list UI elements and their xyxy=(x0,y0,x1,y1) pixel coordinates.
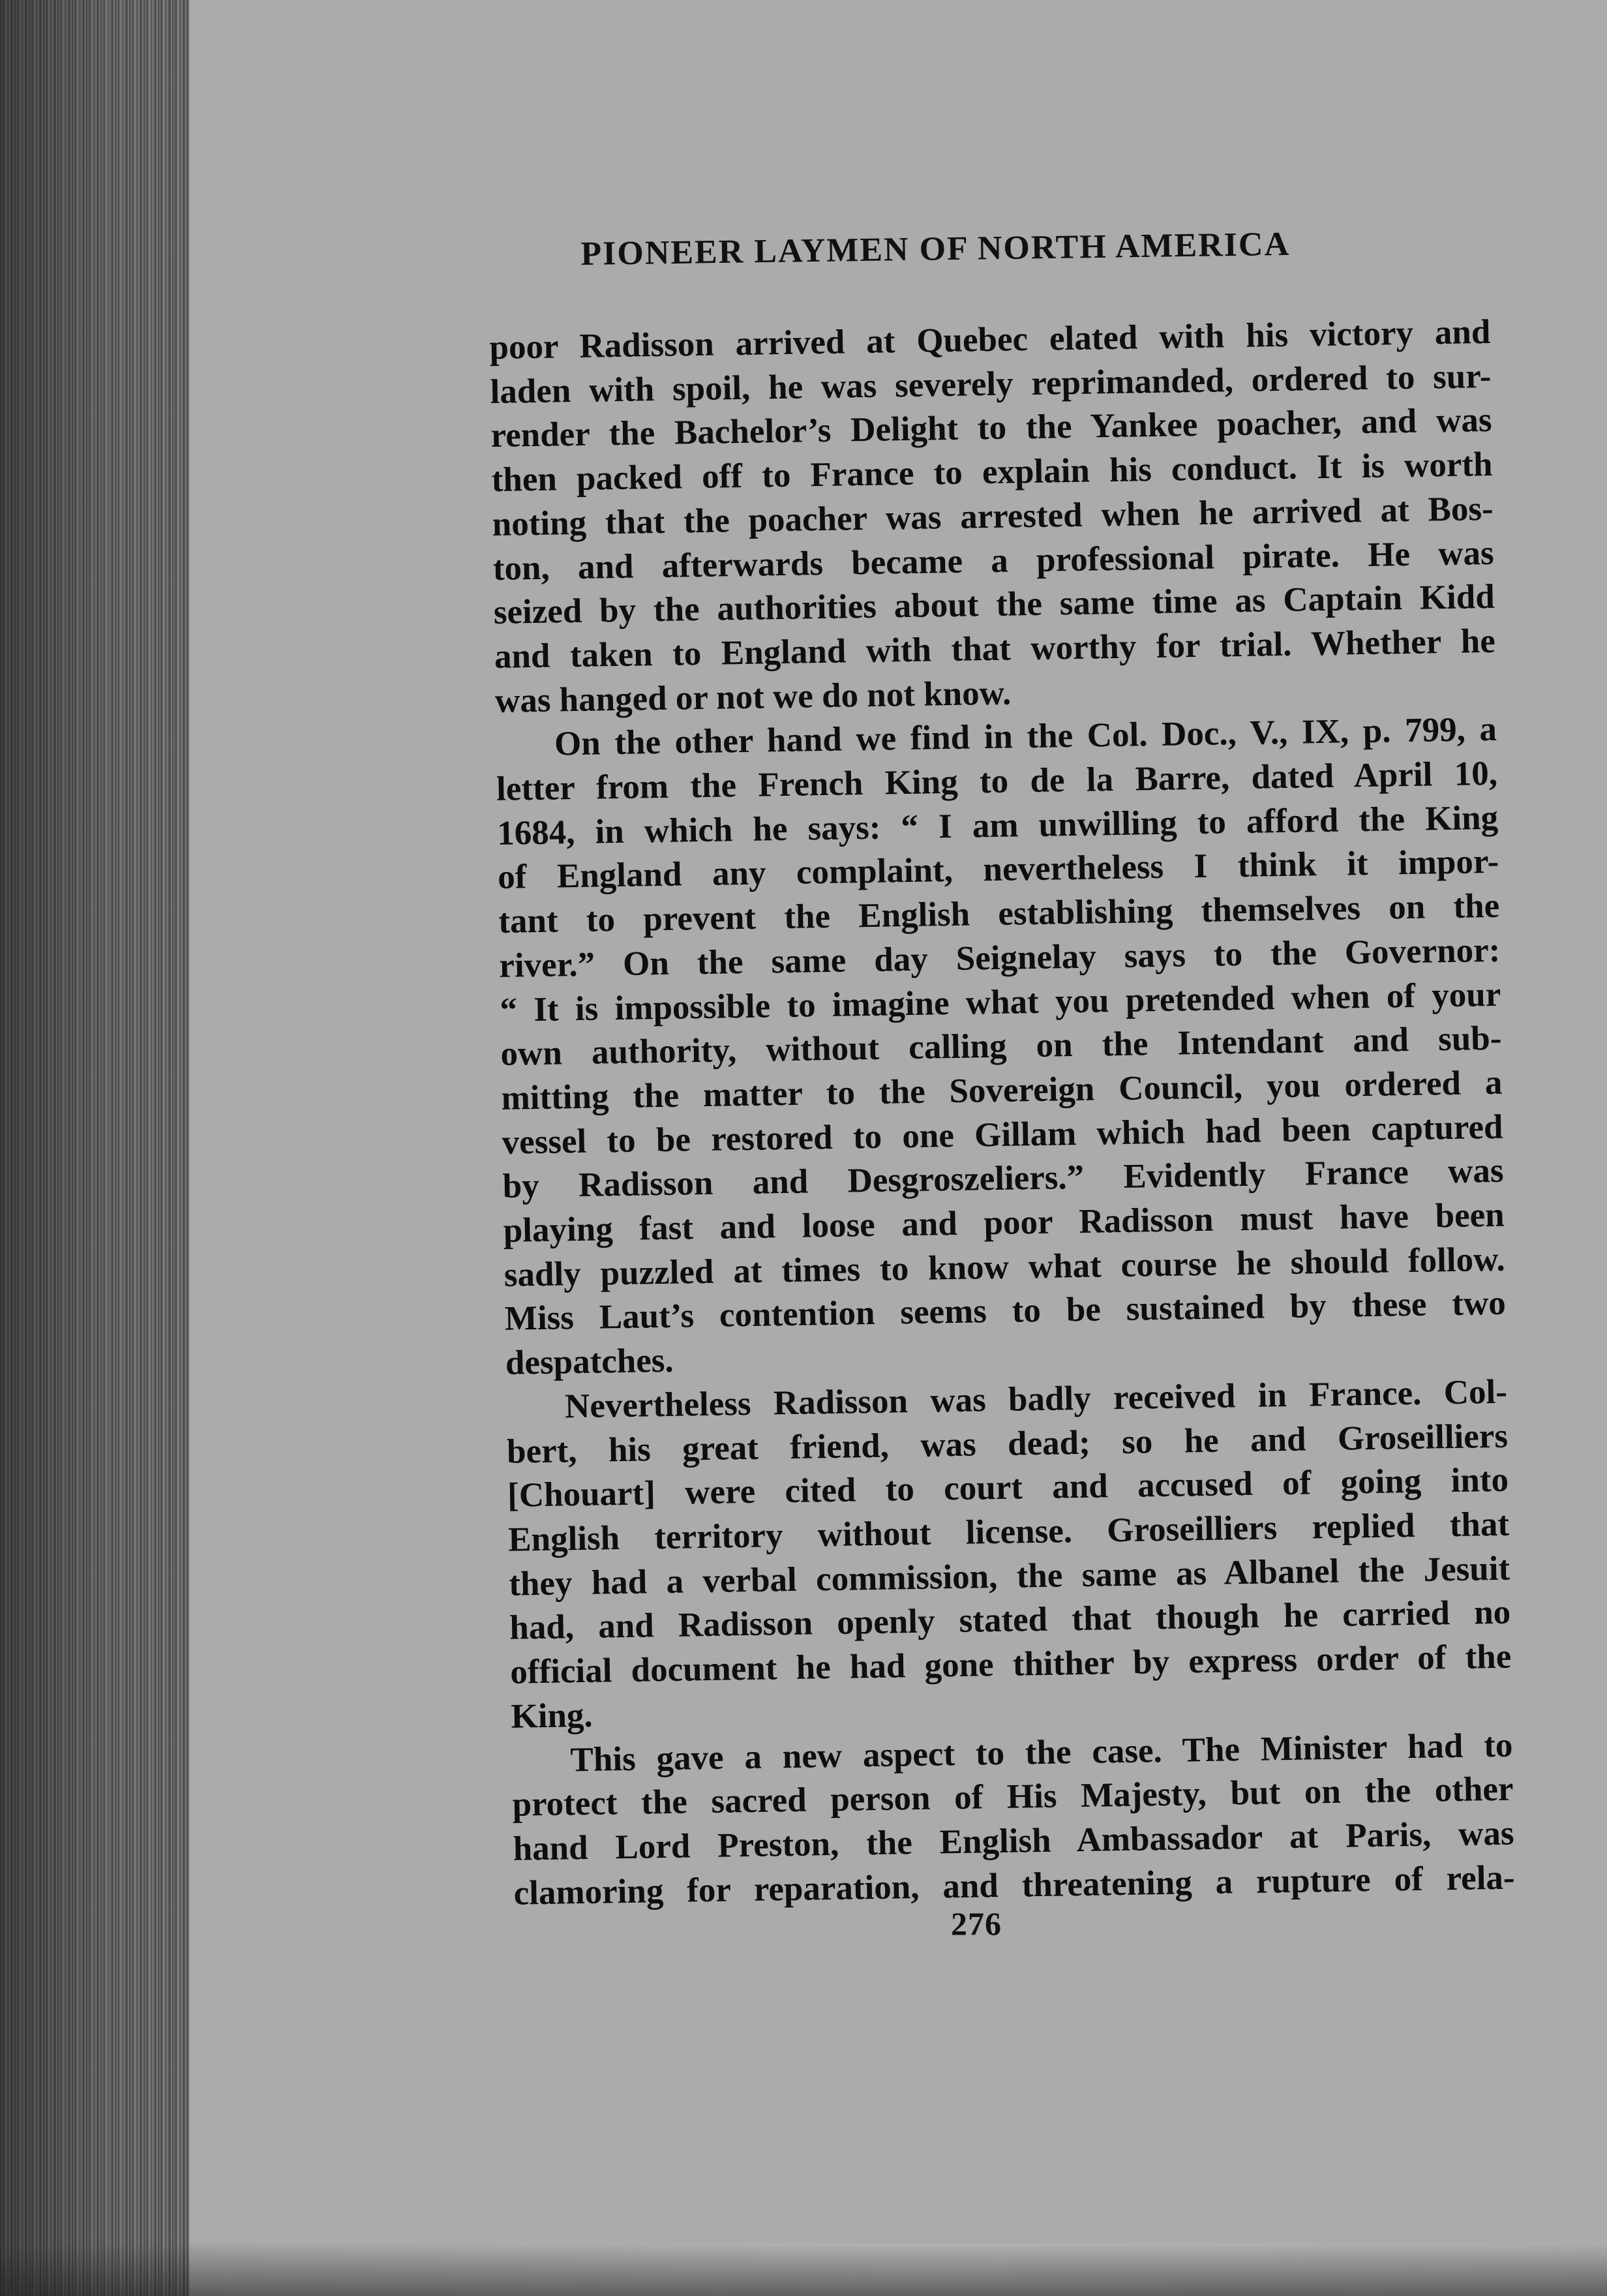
text-line: protect the sacred person of His Majesty, but on the other xyxy=(512,1770,1514,1824)
text-line: “ It is impossible to imagine what you pretended when of your xyxy=(500,975,1501,1029)
text-line: and taken to England with that worthy for trial. Whether he xyxy=(494,622,1496,676)
text-line: Nevertheless Radisson was badly received in France. Col- xyxy=(564,1372,1508,1426)
text-line: own authority, without calling on the Intendant and sub- xyxy=(500,1020,1502,1074)
page-number: 276 xyxy=(951,1905,1002,1942)
text-line: English territory without license. Groseilliers replied that xyxy=(507,1505,1510,1559)
text-line: mitting the matter to the Sovereign Council, you ordered a xyxy=(501,1063,1503,1117)
body-text xyxy=(489,310,1515,1916)
text-line: On the other hand we find in the Col. Doc., V., IX, p. 799, a xyxy=(554,710,1497,763)
text-line: King. xyxy=(511,1696,593,1736)
page-edges xyxy=(0,0,189,2296)
text-line: Miss Laut’s contention seems to be sustained by these two xyxy=(504,1284,1507,1338)
text-line: by Radisson and Desgroszeliers.” Evidently France was xyxy=(502,1152,1504,1206)
text-line: seized by the authorities about the same time as Captain Kidd xyxy=(493,578,1495,632)
text-line: letter from the French King to de la Barre, dated April 10, xyxy=(496,754,1498,808)
text-line: ton, and afterwards became a professional pirate. He was xyxy=(492,534,1495,588)
text-line: river.” On the same day Seignelay says to the Governor: xyxy=(498,931,1501,985)
text-line: poor Radisson arrived at Quebec elated with his victory and xyxy=(489,312,1491,367)
text-line: of England any complaint, nevertheless I think it impor- xyxy=(497,843,1499,897)
text-line: laden with spoil, he was severely reprimanded, ordered to sur- xyxy=(490,357,1492,411)
text-line: [Chouart] were cited to court and accused of going into xyxy=(507,1460,1509,1515)
text-line: despatches. xyxy=(505,1341,674,1382)
text-line: bert, his great friend, was dead; so he and Groseilliers xyxy=(506,1417,1509,1471)
text-line: tant to prevent the English establishing themselves on the xyxy=(498,886,1500,941)
text-line: render the Bachelor’s Delight to the Yankee poacher, and was xyxy=(490,401,1492,455)
text-line: then packed off to France to explain his conduct. It is worth xyxy=(491,445,1493,500)
text-line: official document he had gone thither by express order of the xyxy=(509,1637,1512,1691)
text-line: vessel to be restored to one Gillam which had been captured xyxy=(502,1108,1503,1162)
text-line: sadly puzzled at times to know what course he should follow. xyxy=(503,1240,1506,1294)
text-line: was hanged or not we do not know. xyxy=(494,674,1012,720)
text-line: noting that the poacher was arrested when he arrived at Bos- xyxy=(492,489,1494,543)
text-line: they had a verbal commission, the same as Albanel the Jesuit xyxy=(508,1549,1510,1603)
running-head: PIONEER LAYMEN OF NORTH AMERICA xyxy=(580,225,1291,273)
text-line: 1684, in which he says: “ I am unwilling to afford the King xyxy=(496,798,1499,853)
text-line: hand Lord Preston, the English Ambassador at Paris, was xyxy=(513,1814,1514,1868)
text-line: clamoring for reparation, and threatening a rupture of rela- xyxy=(513,1858,1516,1912)
bottom-shadow xyxy=(0,2244,1607,2296)
text-line: This gave a new aspect to the case. The Minister had to xyxy=(570,1726,1513,1779)
text-line: had, and Radisson openly stated that though he carried no xyxy=(509,1594,1511,1648)
text-line: playing fast and loose and poor Radisson must have been xyxy=(503,1196,1505,1250)
